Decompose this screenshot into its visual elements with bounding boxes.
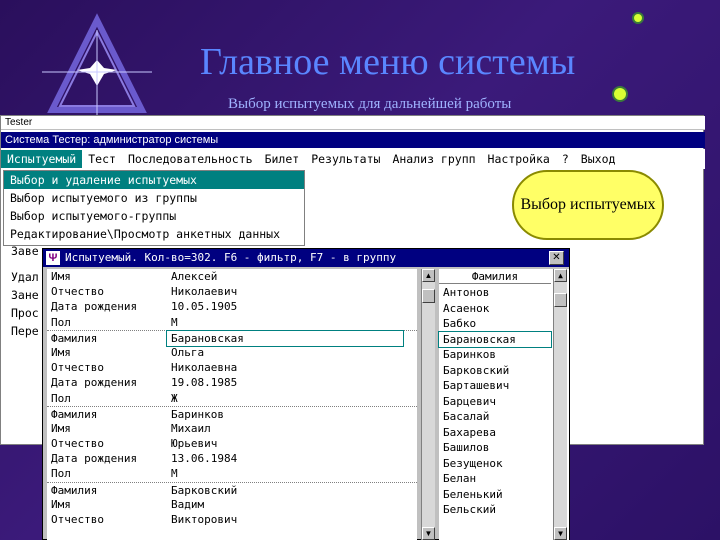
record-row[interactable] bbox=[47, 360, 417, 375]
callout-cloud bbox=[512, 170, 664, 240]
scroll-thumb[interactable] bbox=[554, 293, 567, 307]
records-panel bbox=[47, 269, 417, 540]
list-item[interactable]: Баринков bbox=[443, 348, 496, 361]
field-value: 13.06.1984 bbox=[171, 452, 238, 466]
records-scrollbar[interactable] bbox=[421, 269, 435, 540]
field-label: Отчество bbox=[51, 361, 104, 375]
menu-fragment: Зане bbox=[11, 288, 39, 302]
field-label: Фамилия bbox=[51, 483, 98, 497]
menu-item[interactable]: Анализ групп bbox=[392, 152, 476, 166]
dialog-title: Испытуемый. Кол-во=302. F6 - фильтр, F7 - в группу bbox=[43, 249, 569, 267]
record-row[interactable] bbox=[47, 406, 417, 421]
app-icon: Ψ bbox=[46, 251, 60, 265]
field-label: Дата рождения bbox=[51, 300, 138, 314]
star-logo bbox=[22, 10, 202, 130]
window-title: Tester bbox=[1, 116, 705, 130]
field-label: Имя bbox=[51, 497, 71, 511]
list-item[interactable]: Барташевич bbox=[443, 379, 510, 392]
menu-item[interactable]: Билет bbox=[264, 152, 300, 166]
field-label: Отчество bbox=[51, 285, 104, 299]
callout-text: Выбор испытуемых bbox=[520, 196, 656, 213]
surname-list bbox=[439, 269, 569, 540]
decor-dot bbox=[612, 86, 628, 102]
field-label: Пол bbox=[51, 467, 71, 481]
list-items bbox=[439, 285, 551, 518]
list-item[interactable]: Антонов bbox=[443, 286, 490, 299]
hidden-menu-fragments bbox=[7, 244, 47, 344]
field-value: Алексей bbox=[171, 270, 218, 283]
scroll-up-icon[interactable]: ▲ bbox=[554, 269, 567, 282]
field-label: Пол bbox=[51, 391, 71, 405]
field-label: Имя bbox=[51, 421, 71, 435]
decor-dot bbox=[632, 12, 644, 24]
menu-fragment: Удал bbox=[11, 270, 39, 284]
list-item[interactable]: Башилов bbox=[443, 441, 490, 454]
field-label: Отчество bbox=[51, 437, 104, 451]
close-button[interactable]: ✕ bbox=[549, 251, 564, 265]
record-row[interactable] bbox=[47, 284, 417, 299]
field-value: Николаевич bbox=[171, 285, 238, 299]
record-row[interactable] bbox=[47, 466, 417, 481]
list-item[interactable]: Бельский bbox=[443, 503, 496, 516]
field-value: Барановская bbox=[167, 331, 403, 346]
dropdown-item[interactable]: Редактирование\Просмотр анкетных данных bbox=[10, 227, 281, 241]
record-dialog bbox=[42, 248, 570, 540]
field-value: Барковский bbox=[171, 483, 238, 497]
record-row[interactable] bbox=[47, 497, 417, 512]
list-scrollbar[interactable] bbox=[553, 269, 567, 540]
field-label: Имя bbox=[51, 345, 71, 359]
record-row[interactable] bbox=[47, 391, 417, 406]
list-item[interactable]: Бабко bbox=[443, 317, 477, 330]
field-label: Дата рождения bbox=[51, 376, 138, 390]
app-subtitle-bar: Система Тестер: администратор системы bbox=[1, 132, 705, 148]
field-value: Ольга bbox=[171, 345, 205, 359]
list-item[interactable]: Асаенок bbox=[443, 301, 490, 315]
record-row[interactable] bbox=[47, 421, 417, 436]
menu-item[interactable]: Испытуемый bbox=[1, 150, 82, 168]
field-label: Фамилия bbox=[51, 407, 98, 421]
field-value: Ж bbox=[171, 391, 178, 405]
menu-item[interactable]: Результаты bbox=[311, 152, 381, 166]
field-value: Баринков bbox=[171, 407, 224, 421]
field-value: М bbox=[171, 467, 178, 481]
field-label: Фамилия bbox=[51, 331, 98, 345]
menu-item[interactable]: Выход bbox=[580, 152, 616, 166]
field-label: Имя bbox=[51, 270, 71, 283]
menu-item[interactable]: Тест bbox=[88, 152, 116, 166]
list-item[interactable]: Беленький bbox=[443, 487, 503, 501]
list-header: Фамилия bbox=[439, 269, 551, 284]
list-item[interactable]: Барковский bbox=[443, 363, 510, 377]
scroll-down-icon[interactable]: ▼ bbox=[422, 527, 435, 540]
field-value: 10.05.1905 bbox=[171, 300, 238, 314]
field-label: Отчество bbox=[51, 513, 104, 526]
menu-item[interactable]: ? bbox=[561, 152, 569, 166]
record-row[interactable] bbox=[47, 269, 417, 284]
list-item[interactable]: Белан bbox=[443, 472, 477, 485]
field-value: Николаевна bbox=[171, 361, 238, 375]
field-value: 19.08.1985 bbox=[171, 376, 238, 390]
menu-fragment: Прос bbox=[11, 306, 39, 320]
slide-title: Главное меню системы bbox=[200, 41, 576, 83]
record-row[interactable] bbox=[47, 330, 417, 345]
list-item[interactable]: Барцевич bbox=[443, 394, 496, 408]
dropdown-menu bbox=[3, 170, 305, 246]
slide-subtitle: Выбор испытуемых для дальнейшей работы bbox=[228, 96, 512, 112]
record-row[interactable] bbox=[47, 345, 417, 360]
menu-item[interactable]: Последовательность bbox=[127, 152, 253, 166]
dropdown-item[interactable]: Выбор и удаление испытуемых bbox=[4, 171, 304, 189]
dropdown-item[interactable]: Выбор испытуемого из группы bbox=[10, 191, 197, 205]
record-row[interactable] bbox=[47, 315, 417, 330]
scroll-thumb[interactable] bbox=[422, 289, 435, 303]
record-row[interactable] bbox=[47, 436, 417, 451]
menu-item[interactable]: Настройка bbox=[487, 152, 550, 166]
field-value: Юрьевич bbox=[171, 437, 218, 451]
field-value: Викторович bbox=[171, 513, 238, 526]
field-value: М bbox=[171, 315, 178, 329]
list-item[interactable]: Басалай bbox=[443, 410, 490, 423]
scroll-down-icon[interactable]: ▼ bbox=[554, 527, 567, 540]
field-label: Дата рождения bbox=[51, 452, 138, 466]
record-row[interactable] bbox=[47, 512, 417, 527]
list-item[interactable]: Бахарева bbox=[443, 425, 496, 439]
field-value: Михаил bbox=[171, 421, 211, 435]
record-row[interactable] bbox=[47, 451, 417, 466]
record-row[interactable] bbox=[47, 482, 417, 497]
record-row[interactable] bbox=[47, 299, 417, 314]
field-value: Вадим bbox=[171, 497, 205, 511]
list-item[interactable]: Безущенок bbox=[443, 456, 503, 470]
list-item[interactable]: Барановская bbox=[439, 332, 551, 348]
dropdown-item[interactable]: Выбор испытуемого-группы bbox=[10, 209, 177, 223]
menu-fragment: Пере bbox=[11, 324, 39, 338]
record-row[interactable] bbox=[47, 375, 417, 390]
scroll-up-icon[interactable]: ▲ bbox=[422, 269, 435, 282]
field-label: Пол bbox=[51, 315, 71, 329]
menu-fragment: Заве bbox=[11, 244, 39, 258]
menu-bar bbox=[1, 149, 705, 169]
